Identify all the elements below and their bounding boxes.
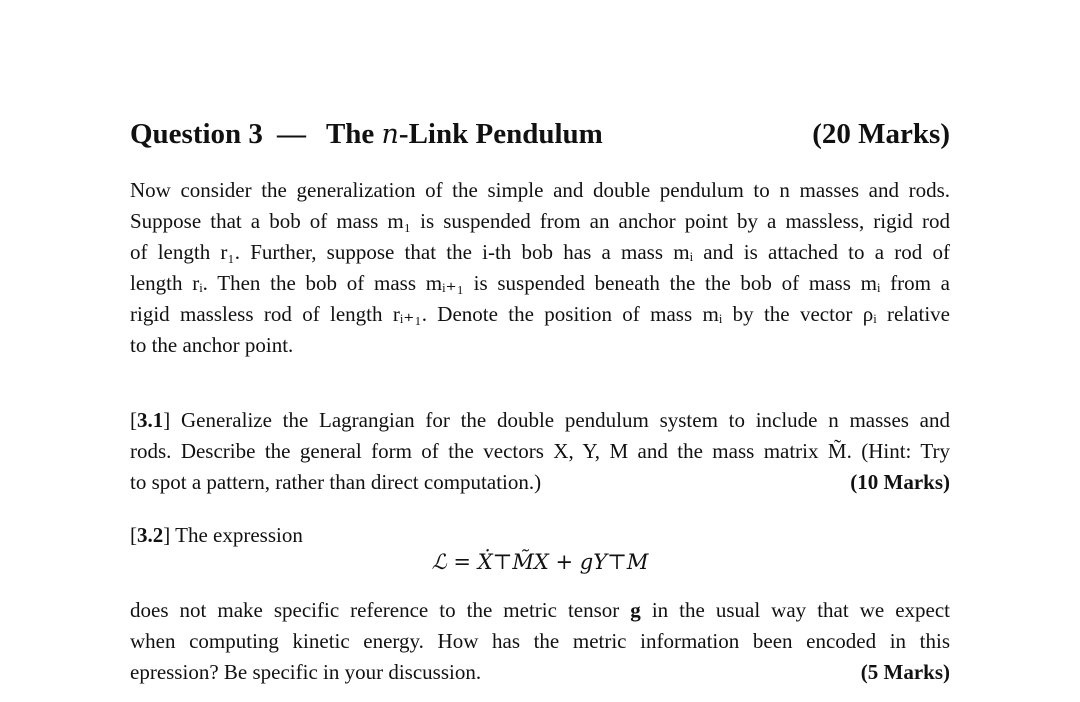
question-label: Question 3	[130, 117, 263, 150]
part-3-2-line-0: [3.2] The expression	[130, 523, 303, 547]
part-3-2-text-3: epression? Be specific in your discussion.	[130, 660, 482, 684]
title-dash: —	[276, 117, 306, 150]
part-3-1-line-1: [3.1] Generalize the Lagrangian for the double pendulum system to include n masses and	[130, 408, 950, 432]
intro-line-2: Suppose that a bob of mass m₁ is suspended from an anchor point by a massless, rigid rod	[130, 209, 950, 233]
intro-paragraph	[130, 175, 950, 361]
intro-line-3: of length r₁. Further, suppose that the i-th bob has a mass mᵢ and is attached to a rod of	[130, 240, 950, 264]
lagrangian-equation: ℒ = Ẋ⊤M̃X + gY⊤M	[431, 550, 649, 574]
part-3-1-line-2: rods. Describe the general form of the vectors X, Y, M and the mass matrix M̃. (Hint: Try	[130, 439, 950, 463]
intro-line-5: rigid massless rod of length rᵢ₊₁. Denote the position of mass mᵢ by the vector ρᵢ relative	[130, 302, 950, 326]
part-3-2-line-2: when computing kinetic energy. How has the metric information been encoded in this	[130, 629, 950, 653]
title-prefix: The	[325, 117, 382, 150]
part-3-2-body	[130, 595, 950, 688]
part-3-2-intro-text: The expression	[175, 523, 303, 547]
question-total-marks: (20 Marks)	[812, 117, 950, 150]
question-title-group	[130, 118, 603, 151]
part-3-2-text-1a: does not make specific reference to the metric tensor	[130, 598, 631, 622]
part-3-1-number: 3.1	[137, 408, 164, 432]
part-3-1-line-3	[130, 467, 950, 498]
part-3-1-marks: (10 Marks)	[850, 470, 950, 494]
part-3-1-text-3: to spot a pattern, rather than direct computation.)	[130, 470, 542, 494]
part-3-2-line-1	[130, 595, 950, 626]
intro-line-6: to the anchor point.	[130, 333, 294, 357]
part-3-2-text-1b: in the usual way that we expect	[640, 598, 950, 622]
metric-tensor-symbol: g	[630, 598, 641, 622]
part-3-1	[130, 405, 950, 498]
intro-line-1: Now consider the generalization of the simple and double pendulum to n masses and rods.	[130, 178, 950, 202]
part-3-2-marks: (5 Marks)	[860, 660, 950, 684]
title-variable-n: n	[381, 118, 399, 150]
part-3-2-intro	[130, 520, 950, 551]
part-3-2-line-3	[130, 657, 950, 688]
title-suffix: -Link Pendulum	[398, 117, 603, 150]
part-3-2-number: 3.2	[137, 523, 164, 547]
question-heading	[130, 112, 950, 156]
intro-line-4: length rᵢ. Then the bob of mass mᵢ₊₁ is suspended beneath the the bob of mass mᵢ from a	[130, 271, 950, 295]
part-3-1-text-1: Generalize the Lagrangian for the double pendulum system to include n masses and	[180, 408, 950, 432]
document-page	[130, 0, 950, 702]
